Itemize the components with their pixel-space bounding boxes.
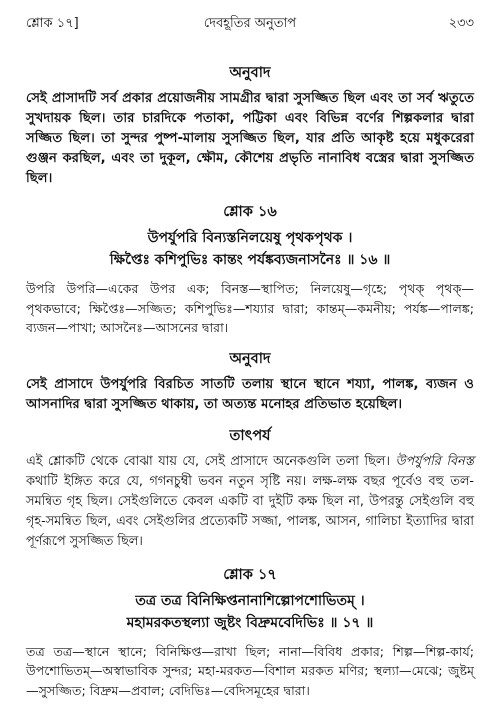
verse-16-line-1: উপর্যুপরি বিন্যস্তনিলয়েষু পৃথকপৃথক । — [147, 230, 353, 246]
verse-17-line-2: মহামরকতস্থল্যা জুষ্টং বিদ্রুমবেদিভিঃ ॥ ১৭ ॥ — [126, 614, 374, 631]
translation-heading-1: অনুবাদ — [229, 65, 271, 81]
verse-17-line-1: তত্র তত্র বিনিক্ষিপ্তনানাশিল্পোপশোভিতম্ । — [135, 592, 365, 609]
document-page — [26, 14, 474, 700]
purport-text — [26, 452, 474, 552]
verse-17-synonyms: তত্র তত্র—স্থানে স্থানে; বিনিক্ষিপ্ত—রাখা ছিল; নানা—বিবিধ প্রকার; শিল্প—শিল্প-কার্য; উপশোভিতম্—অস্বাভাবিক সুন্দর; মহা-মরকত—বিশাল মরকত মণির; স্থল্যা—মেঝে; জুষ্টম্—সুসজ্জিত; বিদ্রুম—প্রবাল; বেদিভিঃ—বেদিসমূহের দ্বারা। — [26, 643, 474, 698]
translation-heading-2: অনুবাদ — [229, 350, 271, 367]
header-chapter-title: দেবহূতির অনুতাপ — [203, 16, 297, 31]
translation-text-1: সেই প্রাসাদটি সর্ব প্রকার প্রয়োজনীয় সামগ্রীর দ্বারা সুসজ্জিত ছিল এবং তা সর্ব ঋতুতে সুখদায়ক ছিল। তার চারদিকে পতাকা, পট্টিকা এবং বিভিন্ন বর্ণের শিল্পকলার দ্বারা সজ্জিত ছিল। তা সুন্দর পুষ্প-মালায় সুসজ্জিত ছিল, যার প্রতি আকৃষ্ট হয়ে মধুকরেরা গুঞ্জন করছিল, এবং তা দুকূল, ক্ষৌম, কৌশেয় প্রভৃতি নানাবিধ বস্ত্রের দ্বারা সুসজ্জিত ছিল। — [26, 91, 474, 186]
verse-16-line-2: ক্ষিপ্তৈঃ কশিপুভিঃ কান্তং পর্যঙ্কব্যজনাসনৈঃ ॥ ১৬ ॥ — [109, 252, 391, 268]
purport-italic-term: উপর্যুপরি বিনস্ত — [395, 453, 474, 469]
translation-text-2: সেই প্রাসাদে উপর্যুপরি বিরচিত সাতটি তলায় স্থানে স্থানে শয্যা, পালঙ্ক, ব্যজন ও আসনাদির দ্বারা সুসজ্জিত থাকায়, তা অত্যন্ত মনোহর প্রতিভাত হয়েছিল। — [26, 376, 474, 412]
verse-16-synonyms: উপরি উপরি—একের উপর এক; বিনস্ত—স্থাপিত; নিলয়েষু—গৃহে; পৃথক্ পৃথক্—পৃথকভাবে; ক্ষিপ্তৈঃ—সজ্জিত; কশিপুভিঃ—শয্যার দ্বারা; কান্তম্—কমনীয়; পর্যঙ্ক—পালঙ্ক; ব্যজন—পাখা; আসনৈঃ—আসনের দ্বারা। — [26, 281, 474, 335]
purport-text-a: এই শ্লোকটি থেকে বোঝা যায় যে, সেই প্রাসাদে অনেকগুলি তলা ছিল। — [26, 453, 390, 469]
verse-17-label: শ্লোক ১৭ — [223, 566, 277, 583]
page-number: ২৩৩ — [448, 16, 474, 31]
header-verse-ref: শ্লোক ১৭] — [26, 16, 79, 31]
verse-16-label: শ্লোক ১৬ — [223, 204, 277, 220]
purport-text-b: কথাটি ইঙ্গিত করে যে, গগনচুম্বী ভবন নতুন সৃষ্টি নয়। লক্ষ-লক্ষ বছর পূর্বেও বহু তল-সমন্বিত গৃহ ছিল। সেইগুলিতে কেবল একটি বা দুইটি কক্ষ ছিল না, উপরন্তু সেইগুলি বহু গৃহ-সমন্বিত ছিল, এবং সেইগুলির প্রত্যেকটি সজ্জা, পালঙ্ক, আসন, গালিচা ইত্যাদির দ্বারা পূর্ণরূপে সুসজ্জিত ছিল। — [26, 473, 474, 549]
purport-heading: তাৎপর্য — [229, 427, 271, 444]
running-header — [26, 14, 474, 36]
